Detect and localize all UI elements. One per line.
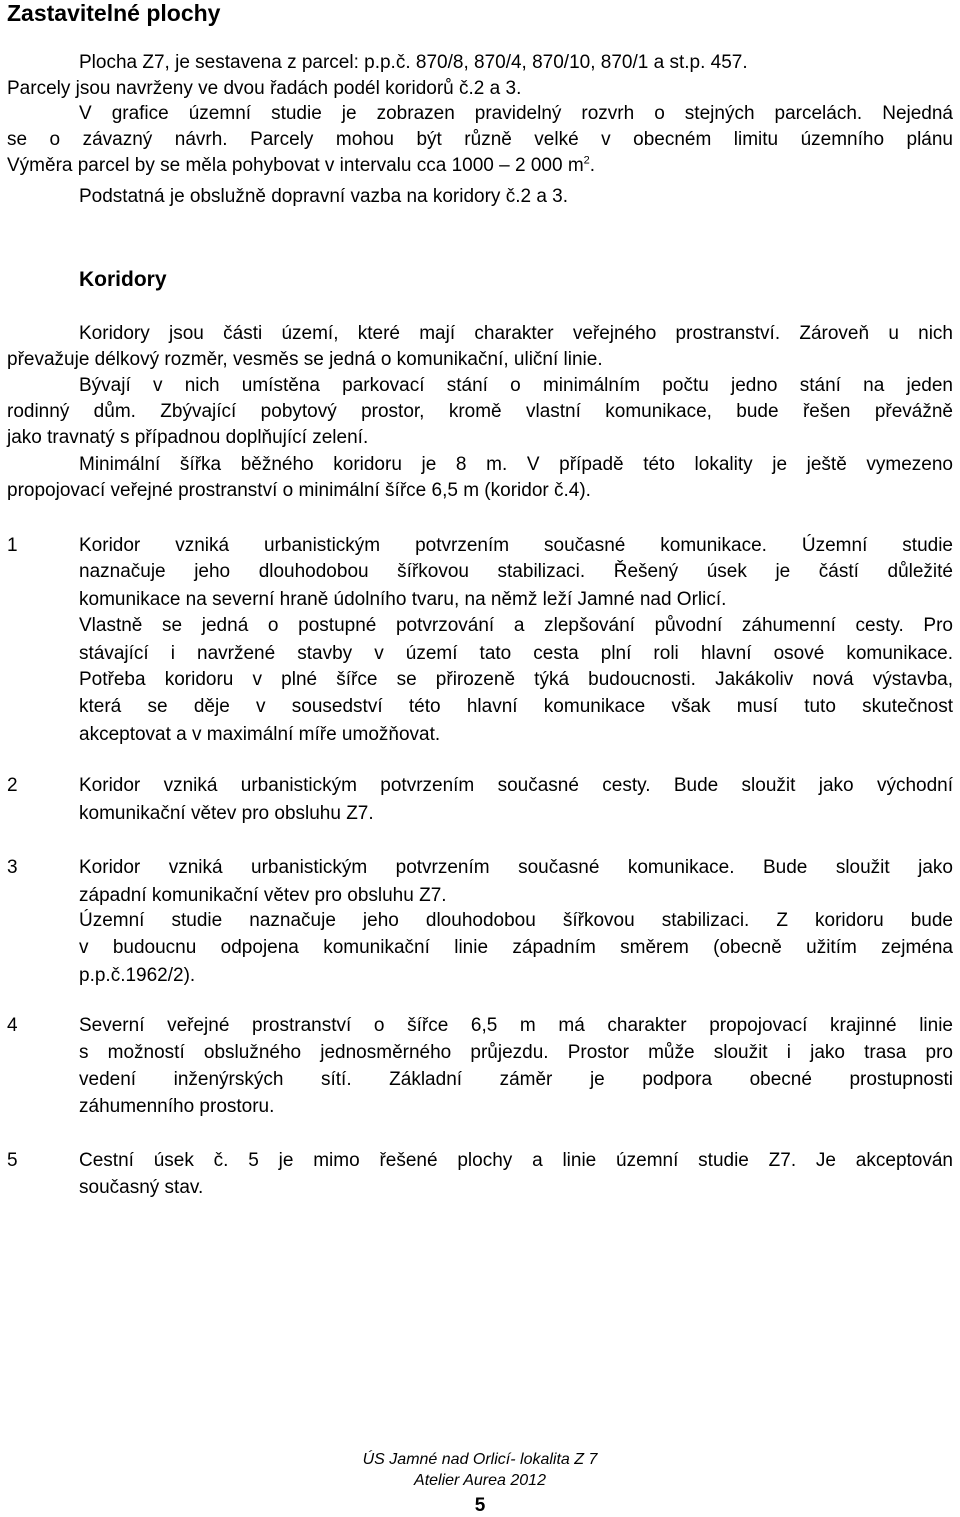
- item-line: p.p.č.1962/2).: [79, 965, 196, 986]
- item-line: západní komunikační větev pro obsluhu Z7.: [79, 885, 447, 906]
- item-line: komunikace na severní hraně údolního tvaru, na němž leží Jamné nad Orlicí.: [79, 589, 727, 610]
- section-title-koridory: Koridory: [79, 268, 167, 291]
- paragraph-line-area: [7, 153, 595, 179]
- footer-project-name: ÚS Jamné nad Orlicí- lokalita Z 7: [362, 1451, 598, 1468]
- item-number: 4: [7, 1015, 18, 1036]
- paragraph-line: převažuje délkový rozměr, vesměs se jedná o komunikační, uliční linie.: [7, 349, 603, 370]
- area-tail: .: [589, 155, 596, 176]
- item-line: současný stav.: [79, 1177, 204, 1198]
- item-line: Potřeba koridoru v plné šířce se přirozeně týká budoucnosti. Jakákoliv nová výstavba,: [79, 669, 953, 690]
- item-line: akceptovat a v maximální míře umožňovat.: [79, 724, 441, 745]
- paragraph-line: Plocha Z7, je sestavena z parcel: p.p.č. 870/8, 870/4, 870/10, 870/1 a st.p. 457.: [79, 52, 748, 73]
- item-line: v budoucnu odpojena komunikační linie západním směrem (obecně užitím zejména: [79, 937, 953, 958]
- section-title-zastavitelne-plochy: Zastavitelné plochy: [7, 0, 221, 26]
- item-line: Koridor vzniká urbanistickým potvrzením současné komunikace. Bude sloužit jako: [79, 857, 953, 878]
- item-line: stávající i navržené stavby v území tato cesta plní roli hlavní osové komunikace.: [79, 643, 953, 664]
- footer-author: Atelier Aurea 2012: [414, 1472, 546, 1489]
- item-line: která se děje v sousedství této hlavní komunikace však musí tuto skutečnost: [79, 696, 953, 717]
- paragraph-line: V grafice územní studie je zobrazen pravidelný rozvrh o stejných parcelách. Nejedná: [79, 103, 953, 124]
- paragraph-line: Koridory jsou části území, které mají charakter veřejného prostranství. Zároveň u nich: [79, 323, 953, 344]
- item-line: naznačuje jeho dlouhodobou šířkovou stabilizaci. Řešený úsek je částí důležité: [79, 561, 953, 582]
- paragraph-line: Parcely jsou navrženy ve dvou řadách podél koridorů č.2 a 3.: [7, 78, 522, 99]
- item-line: Vlastně se jedná o postupné potvrzování a zlepšování původní záhumenní cesty. Pro: [79, 615, 953, 636]
- paragraph-line: se o závazný návrh. Parcely mohou být různě velké v obecném limitu územního plánu: [7, 129, 953, 150]
- item-number: 3: [7, 857, 18, 878]
- item-line: Koridor vzniká urbanistickým potvrzením současné komunikace. Územní studie: [79, 535, 953, 556]
- paragraph-line: Minimální šířka běžného koridoru je 8 m. V případě této lokality je ještě vymezeno: [79, 454, 953, 475]
- paragraph-line: jako travnatý s případnou doplňující zelení.: [7, 427, 369, 448]
- page-number: 5: [474, 1495, 486, 1516]
- item-number: 5: [7, 1150, 18, 1171]
- item-number: 2: [7, 775, 18, 796]
- paragraph-line: Podstatná je obslužně dopravní vazba na koridory č.2 a 3.: [79, 186, 569, 207]
- item-line: Severní veřejné prostranství o šířce 6,5 m má charakter propojovací krajinné linie: [79, 1015, 953, 1036]
- item-line: Cestní úsek č. 5 je mimo řešené plochy a linie územní studie Z7. Je akceptován: [79, 1150, 953, 1171]
- item-line: s možností obslužného jednosměrného průjezdu. Prostor může sloužit i jako trasa pro: [79, 1042, 953, 1063]
- item-line: komunikační větev pro obsluhu Z7.: [79, 803, 374, 824]
- item-line: Územní studie naznačuje jeho dlouhodobou šířkovou stabilizaci. Z koridoru bude: [79, 910, 953, 931]
- paragraph-line: rodinný dům. Zbývající pobytový prostor, kromě vlastní komunikace, bude řešen převážně: [7, 401, 953, 422]
- paragraph-line: Bývají v nich umístěna parkovací stání o minimálním počtu jedno stání na jeden: [79, 375, 953, 396]
- area-text: Výměra parcel by se měla pohybovat v intervalu cca 1000 – 2 000 m: [7, 155, 584, 176]
- area-superscript: 2: [583, 154, 590, 167]
- item-line: Koridor vzniká urbanistickým potvrzením současné cesty. Bude sloužit jako východní: [79, 775, 953, 796]
- item-line: vedení inženýrských sítí. Základní záměr je podpora obecné prostupnosti: [79, 1069, 953, 1090]
- item-line: záhumenního prostoru.: [79, 1096, 275, 1117]
- paragraph-line: propojovací veřejné prostranství o minimální šířce 6,5 m (koridor č.4).: [7, 480, 591, 501]
- item-number: 1: [7, 535, 18, 556]
